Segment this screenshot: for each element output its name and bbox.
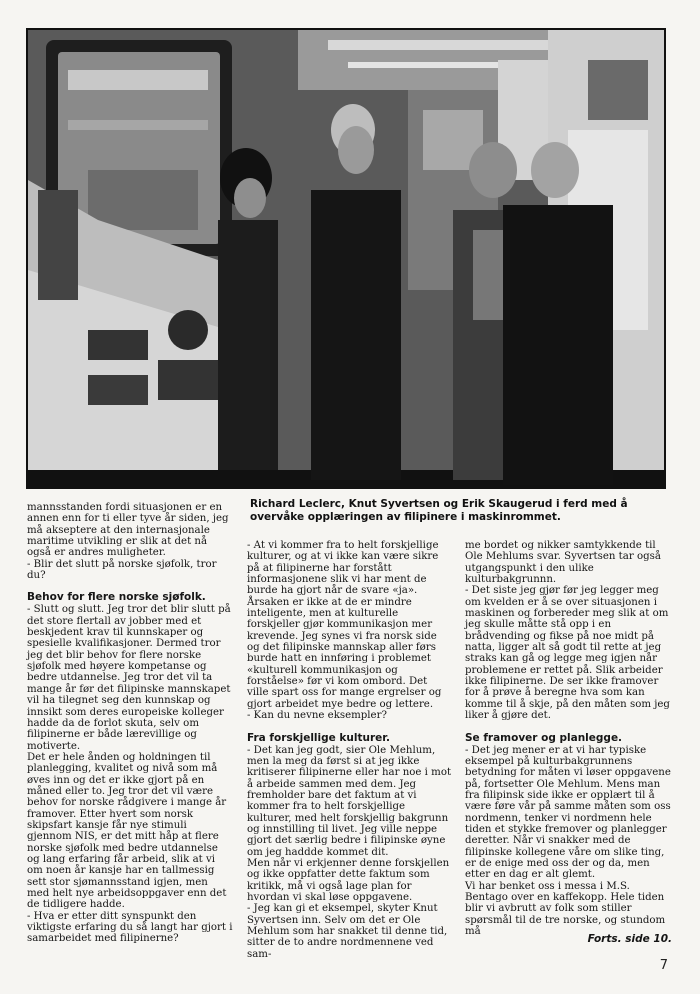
paragraph: - Det siste jeg gjør før jeg legger meg om kvelden er å se over situasjonen i maskinen og forbereder meg slik at om jeg skulle måtte stå opp i en brådvending og fikse på noe midt på natta, ligger alt så godt til rette at jeg straks kan gå og legge meg igjen når problemene er rettet på. Slik arbeider ikke filipinerne. De ser ikke framover for å prøve å beregne hva som kan komme til å skje, på den måten som jeg liker å gjøre det.: [465, 585, 670, 722]
engine-room-photo: [26, 28, 666, 489]
paragraph: - At vi kommer fra to helt forskjellige kulturer, og at vi ikke kan være sikre på at filipinerne har forstått informasjonene slik vi har ment de burde ha gjort når de svare «ja». Årsaken er ikke at de er mindre inteligente, men at kulturelle forskjeller gjør kommunikasjon mer krevende. Jeg synes vi fra norsk side og det filipinske mannskap aller førs burde hatt en innføring i problemet «kulturell kommunikasjon og forståelse» før vi kom ombord. Det ville spart oss for mange ergrelser og gjort arbeidet mye bedre og lettere.: [247, 540, 442, 710]
paragraph: me bordet og nikker samtykkende til Ole Mehlums svar. Syvertsen tar også utgangspunkt i den ulike kulturbakgrunnn.: [465, 540, 661, 586]
paragraph: Men når vi erkjenner denne forskjellen og ikke oppfatter dette faktum som kritikk, må vi også lage plan for hvordan vi skal løse oppgavene.: [247, 857, 450, 903]
section-heading: Se framover og planlegge.: [465, 731, 623, 744]
article-column-2: [247, 540, 452, 960]
question-text: - Blir det slutt på norske sjøfolk, tror du?: [27, 558, 217, 582]
photo-caption: Richard Leclerc, Knut Syvertsen og Erik Skaugerud i ferd med å overvåke opplæringen av filipinere i maskinrommet.: [250, 498, 628, 523]
article-column-3: [465, 540, 672, 937]
section-heading: Fra forskjellige kulturer.: [247, 731, 390, 744]
paragraph: Vi har benket oss i messa i M.S. Bentago over en kaffekopp. Hele tiden blir vi avbrutt av folk som stiller spørsmål til de tre norske, og stundom må: [465, 880, 666, 937]
article-column-1: [27, 502, 233, 945]
section-heading: Behov for flere norske sjøfolk.: [27, 591, 206, 604]
page-number: 7: [659, 958, 668, 973]
paragraph: mannsstanden fordi situasjonen er en annen enn for ti eller tyve år siden, jeg må akseptere at den internasjonale maritime utvikling er slik at det nå også er andres muligheter.: [27, 502, 229, 559]
continued-notice: Forts. side 10.: [587, 933, 672, 945]
question-text: - Kan du nevne eksempler?: [247, 710, 387, 722]
question-text: - Hva er etter ditt synspunkt den viktigste erfaring du så langt har gjort i samarbeidet med filipinerne?: [27, 910, 233, 945]
paragraph: - Slutt og slutt. Jeg tror det blir slutt på det store flertall av jobber med et beskjedent krav til kunnskaper og spesielle kvalifikasjoner. Dermed tror jeg det blir behov for flere norske sjøfolk med høyere kompetanse og bedre utdannelse. Jeg tror det vil ta mange år før det filipinske mannskapet vil ha tilegnet seg den kunnskap og innsikt som deres europeiske kolleger hadde da de forlot skuta, selv om filipinerne er både lærevillige og motiverte.: [27, 604, 231, 752]
paragraph: - Det kan jeg godt, sier Ole Mehlum, men la meg da først si at jeg ikke kritiserer filipinerne eller har noe i mot å arbeide sammen med dem. Jeg fremholder bare det faktum at vi kommer fra to helt forskjellige kulturer, med helt forskjellig bakgrunn og innstilling til livet. Jeg ville neppe gjort det særlig bedre i filipinske øyne om jeg haddde kommet dit.: [247, 744, 452, 858]
paragraph: Det er hele ånden og holdningen til planlegging, kvalitet og nivå som må øves inn og det er ikke gjort på en måned eller to. Jeg tror det vil være behov for norske rådgivere i mange år framover. Etter hvert som norsk skipsfart kansje får nye stimuli gjennom NIS, er det mitt håp at flere norske sjøfolk med bedre utdannelse og lang erfaring får arbeid, slik at vi om noen år kansje har en tallmessig sett stor sjømannsstand igjen, men med helt nye arbeidsoppgaver enn det de tidligere hadde.: [27, 751, 227, 911]
paragraph: - Jeg kan gi et eksempel, skyter Knut Syvertsen inn. Selv om det er Ole Mehlum som har snakket til denne tid, sitter de to andre nordmennene ved sam-: [247, 903, 448, 960]
paragraph: - Det jeg mener er at vi har typiske eksempel på kulturbakgrunnens betydning for måten vi løser oppgavene på, fortsetter Ole Mehlum. Mens man fra filipinsk side ikke er opplært til å være føre vår på samme måten som oss nordmenn, tenker vi nordmenn hele tiden et stykke fremover og planlegger deretter. Når vi snakker med de filipinske kollegene våre om slike ting, er de enige med oss der og da, men etter en dag er alt glemt.: [465, 744, 671, 881]
